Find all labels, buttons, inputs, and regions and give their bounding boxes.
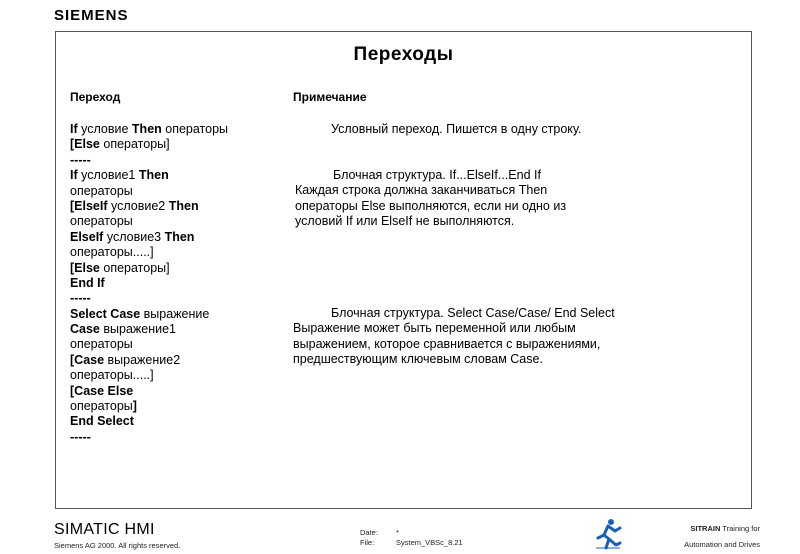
keyword: If	[70, 168, 78, 183]
syntax-line	[70, 122, 280, 137]
syntax-line	[70, 384, 280, 399]
syntax-text: условие2	[107, 198, 169, 213]
keyword: If	[70, 122, 78, 136]
syntax-line	[70, 353, 280, 368]
keyword: [Case	[70, 352, 105, 367]
date-value: *	[396, 528, 399, 537]
note-line: Каждая строка должна заканчиваться Then	[295, 183, 548, 198]
syntax-text: выражение	[140, 306, 210, 321]
sitrain-brand: SITRAIN	[690, 524, 721, 533]
keyword: -----	[70, 291, 91, 306]
copyright: Siemens AG 2000. All rights reserved.	[54, 541, 181, 550]
syntax-line	[70, 399, 280, 414]
running-figure-icon	[594, 518, 622, 550]
syntax-text: условие	[77, 122, 132, 136]
syntax-line	[70, 291, 280, 306]
syntax-line	[70, 168, 280, 183]
note-line: предшествующим ключевым словам Case.	[293, 352, 543, 367]
slide-title: Переходы	[353, 44, 454, 65]
sitrain-text: Training for	[720, 524, 760, 533]
keyword: -----	[70, 152, 91, 167]
syntax-line	[70, 337, 280, 352]
keyword: End If	[70, 275, 105, 290]
keyword: [Else	[70, 260, 100, 275]
syntax-text: операторы]	[99, 260, 170, 275]
keyword: Case	[70, 322, 100, 337]
syntax-line	[70, 137, 280, 152]
syntax-text: операторы	[70, 183, 133, 198]
syntax-line	[70, 230, 280, 245]
note-line: выражением, которое сравнивается с выражениями,	[293, 336, 601, 351]
column-header-transition: Переход	[70, 90, 121, 104]
syntax-line	[70, 430, 280, 445]
note-block-if	[293, 168, 566, 230]
sitrain-label	[684, 521, 760, 553]
syntax-text: операторы]	[99, 137, 170, 152]
note-select-case	[293, 306, 615, 368]
file-label: File:	[360, 538, 375, 547]
slide-frame	[55, 31, 752, 509]
syntax-line	[70, 184, 280, 199]
syntax-text: условие1	[77, 168, 139, 183]
syntax-text: операторы.....]	[70, 368, 154, 383]
syntax-line	[70, 307, 280, 322]
document-meta	[360, 528, 463, 548]
syntax-text: выражение2	[104, 352, 181, 367]
keyword: [Case Else	[70, 383, 134, 398]
syntax-text: операторы	[161, 122, 229, 136]
syntax-line	[70, 214, 280, 229]
syntax-line	[70, 414, 280, 429]
syntax-line	[70, 322, 280, 337]
syntax-text: операторы	[70, 399, 133, 414]
note-line: операторы Else выполняются, если ни одно из	[295, 198, 567, 213]
syntax-line	[70, 368, 280, 383]
keyword: -----	[70, 429, 91, 444]
product-name: SIMATIC HMI	[54, 521, 155, 538]
keyword: Then	[168, 198, 199, 213]
keyword: Then	[138, 168, 169, 183]
syntax-text: условие3	[103, 229, 165, 244]
keyword: ElseIf	[70, 229, 104, 244]
syntax-line	[70, 199, 280, 214]
syntax-text: операторы	[70, 337, 133, 352]
syntax-text: операторы.....]	[70, 245, 154, 260]
siemens-logo: SIEMENS	[54, 7, 129, 24]
syntax-line	[70, 153, 280, 168]
keyword: ]	[132, 399, 137, 414]
syntax-column	[70, 122, 280, 445]
keyword: Then	[131, 122, 162, 136]
syntax-line	[70, 261, 280, 276]
column-header-note: Примечание	[293, 90, 367, 104]
file-value: System_VBSc_8.21	[396, 538, 463, 547]
keyword: Then	[164, 229, 195, 244]
date-label: Date:	[360, 528, 378, 537]
keyword: [Else	[70, 137, 100, 152]
syntax-text: выражение1	[99, 322, 176, 337]
keyword: End Select	[70, 414, 134, 429]
note-line: Блочная структура. If...ElseIf...End If	[333, 168, 541, 182]
keyword: Select Case	[70, 306, 141, 321]
note-line: Условный переход. Пишется в одну строку.	[331, 122, 582, 136]
note-line: Блочная структура. Select Case/Case/ End Select	[331, 306, 615, 320]
syntax-text: операторы	[70, 214, 133, 229]
note-line: условий If или ElseIf не выполняются.	[295, 214, 515, 229]
note-single-line-if	[293, 122, 581, 137]
sitrain-line2: Automation and Drives	[684, 540, 760, 549]
note-line: Выражение может быть переменной или любым	[293, 321, 576, 336]
keyword: [ElseIf	[70, 198, 108, 213]
syntax-line	[70, 276, 280, 291]
syntax-line	[70, 245, 280, 260]
